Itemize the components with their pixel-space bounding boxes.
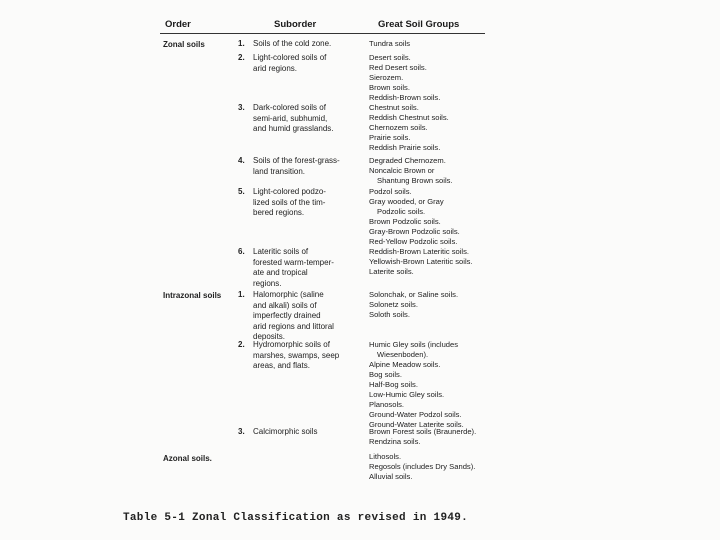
table-caption: Table 5-1 Zonal Classification as revised in 1949.: [123, 512, 469, 524]
header-suborder: Suborder: [274, 19, 317, 30]
soil-group-list: Brown Forest soils (Braunerde). Rendzina soils.: [369, 427, 477, 446]
order-azonal: Azonal soils.: [163, 454, 212, 463]
soil-group-list: Degraded Chernozem. Noncalcic Brown or Shantung Brown soils.: [369, 156, 453, 185]
suborder-entry: 2. Light-colored soils of arid regions.: [238, 53, 327, 73]
order-zonal: Zonal soils: [163, 40, 205, 49]
suborder-entry: 3. Dark-colored soils of semi-arid, subhumid, and humid grasslands.: [238, 103, 334, 134]
order-intrazonal: Intrazonal soils: [163, 291, 222, 300]
suborder-entry: 4. Soils of the forest-grass- land transition.: [238, 156, 340, 176]
soil-group-list: Desert soils. Red Desert soils. Sierozem. Brown soils. Reddish-Brown soils.: [369, 53, 441, 102]
soil-group-list: Reddish-Brown Lateritic soils. Yellowish-Brown Lateritic soils. Laterite soils.: [369, 247, 473, 276]
suborder-entry: 6. Lateritic soils of forested warm-temper- ate and tropical regions.: [238, 247, 334, 288]
soil-group-list: Tundra soils: [369, 39, 411, 48]
suborder-entry: 5. Light-colored podzo- lized soils of the tim- bered regions.: [238, 187, 326, 218]
header-great-soil-groups: Great Soil Groups: [378, 19, 460, 30]
soil-group-list: Lithosols. Regosols (includes Dry Sands). Alluvial soils.: [369, 452, 476, 481]
header-order: Order: [165, 19, 191, 30]
soil-group-list: Podzol soils. Gray wooded, or Gray Podzolic soils. Brown Podzolic soils. Gray-Brown Podzolic soils. Red-Yellow Podzolic soils.: [369, 187, 460, 246]
header-rule: [160, 33, 485, 34]
soil-group-list: Solonchak, or Saline soils. Solonetz soils. Soloth soils.: [369, 290, 459, 319]
suborder-entry: 3. Calcimorphic soils: [238, 427, 318, 436]
suborder-entry: 2. Hydromorphic soils of marshes, swamps, seep areas, and flats.: [238, 340, 340, 371]
suborder-entry: 1. Halomorphic (saline and alkali) soils of imperfectly drained arid regions and littoral deposits.: [238, 290, 334, 342]
soil-group-list: Humic Gley soils (includes Wiesenboden). Alpine Meadow soils. Bog soils. Half-Bog soils. Low-Humic Gley soils. Planosols. Ground-Water Podzol soils. Ground-Water Laterite soils.: [369, 340, 464, 429]
suborder-entry: 1. Soils of the cold zone.: [238, 39, 332, 48]
soil-group-list: Chestnut soils. Reddish Chestnut soils. Chernozem soils. Prairie soils. Reddish Prairie soils.: [369, 103, 449, 152]
